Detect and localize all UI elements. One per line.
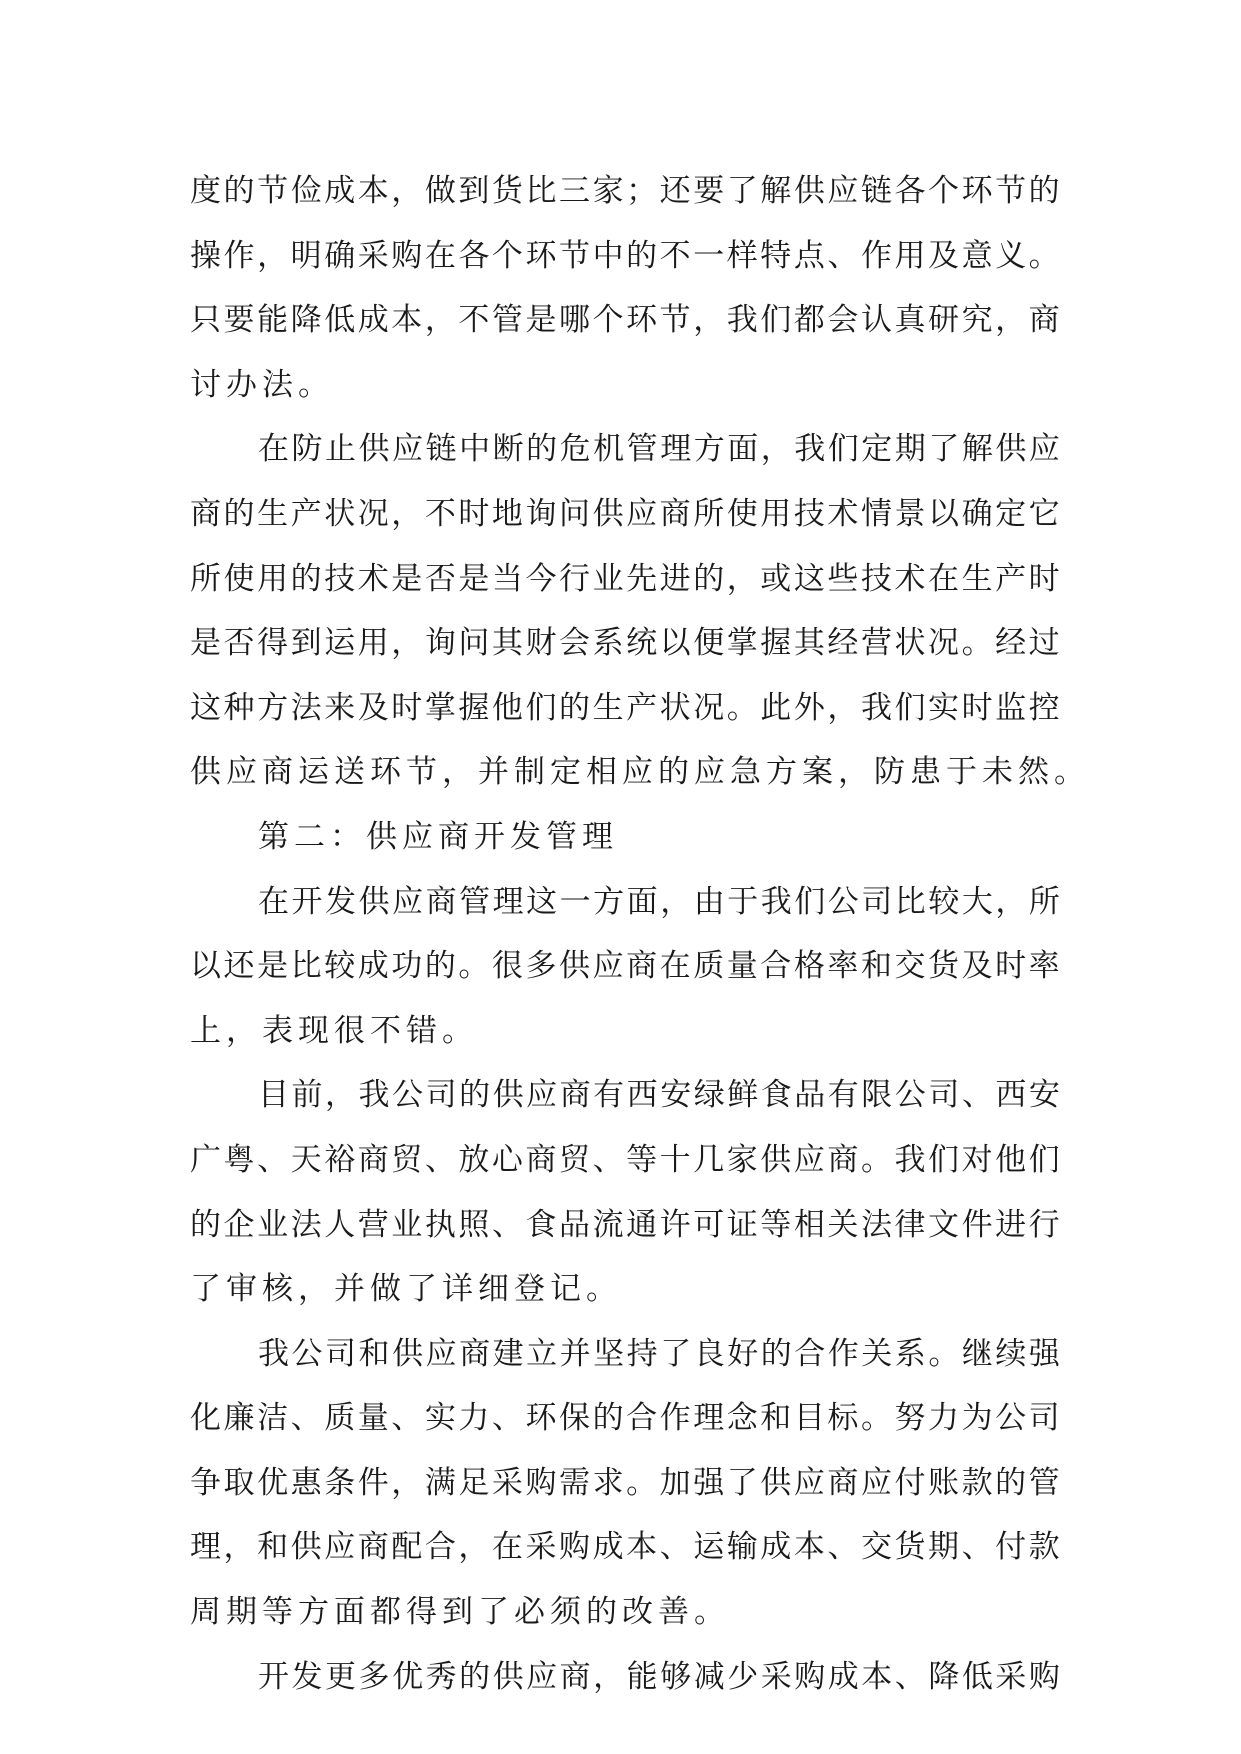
text-line: 理 ， 和 供 应 商 配 合 ， 在 采 购 成 本 、 运 输 成 本 、 交 货 期 、 付 款 <box>190 1529 1060 1566</box>
text-line: 以 还 是 比 较 成 功 的 。 很 多 供 应 商 在 质 量 合 格 率 和 交 货 及 时 率 <box>190 948 1060 985</box>
text-line: 讨 办 法 。 <box>190 366 334 403</box>
text-line: 所 使 用 的 技 术 是 否 是 当 今 行 业 先 进 的 ， 或 这 些 技 术 在 生 产 时 <box>190 560 1060 597</box>
text-line: 第 二 ： 供 应 商 开 发 管 理 <box>258 818 618 855</box>
text-line: 周 期 等 方 面 都 得 到 了 必 须 的 改 善 。 <box>190 1594 730 1631</box>
text-line: 的 企 业 法 人 营 业 执 照 、 食 品 流 通 许 可 证 等 相 关 法 律 文 件 进 行 <box>190 1206 1060 1243</box>
text-line: 上 ， 表 现 很 不 错 。 <box>190 1012 478 1049</box>
text-line: 争 取 优 惠 条 件 ， 满 足 采 购 需 求 。 加 强 了 供 应 商 应 付 账 款 的 管 <box>190 1464 1060 1501</box>
text-line: 这 种 方 法 来 及 时 掌 握 他 们 的 生 产 状 况 。 此 外 ， 我 们 实 时 监 控 <box>190 689 1060 726</box>
text-line: 供 应 商 运 送 环 节 ， 并 制 定 相 应 的 应 急 方 案 ， 防 患 于 未 然 。 <box>190 754 1090 791</box>
text-line: 是 否 得 到 运 用 ， 询 问 其 财 会 系 统 以 便 掌 握 其 经 营 状 况 。 经 过 <box>190 625 1060 662</box>
document-body <box>190 159 1090 1709</box>
text-line: 化 廉 洁 、 质 量 、 实 力 、 环 保 的 合 作 理 念 和 目 标 。 努 力 为 公 司 <box>190 1400 1060 1437</box>
text-line: 商 的 生 产 状 况 ， 不 时 地 询 问 供 应 商 所 使 用 技 术 情 景 以 确 定 它 <box>190 495 1060 532</box>
text-line: 了 审 核 ， 并 做 了 详 细 登 记 。 <box>190 1271 622 1308</box>
text-line: 只 要 能 降 低 成 本 ， 不 管 是 哪 个 环 节 ， 我 们 都 会 认 真 研 究 ， 商 <box>190 302 1060 339</box>
text-line: 在 开 发 供 应 商 管 理 这 一 方 面 ， 由 于 我 们 公 司 比 较 大 ， 所 <box>258 883 1060 920</box>
text-line: 操 作 ， 明 确 采 购 在 各 个 环 节 中 的 不 一 样 特 点 、 作 用 及 意 义 。 <box>190 237 1060 274</box>
text-line: 我 公 司 和 供 应 商 建 立 并 坚 持 了 良 好 的 合 作 关 系 。 继 续 强 <box>258 1335 1060 1372</box>
text-line: 度 的 节 俭 成 本 ， 做 到 货 比 三 家 ； 还 要 了 解 供 应 链 各 个 环 节 的 <box>190 173 1060 209</box>
text-line: 开 发 更 多 优 秀 的 供 应 商 ， 能 够 减 少 采 购 成 本 、 降 低 采 购 <box>258 1658 1060 1695</box>
text-line: 在 防 止 供 应 链 中 断 的 危 机 管 理 方 面 ， 我 们 定 期 了 解 供 应 <box>258 431 1060 468</box>
text-line: 目 前 ， 我 公 司 的 供 应 商 有 西 安 绿 鲜 食 品 有 限 公 司 、 西 安 <box>258 1077 1060 1114</box>
text-line: 广 粤 、 天 裕 商 贸 、 放 心 商 贸 、 等 十 几 家 供 应 商 。 我 们 对 他 们 <box>190 1141 1060 1178</box>
